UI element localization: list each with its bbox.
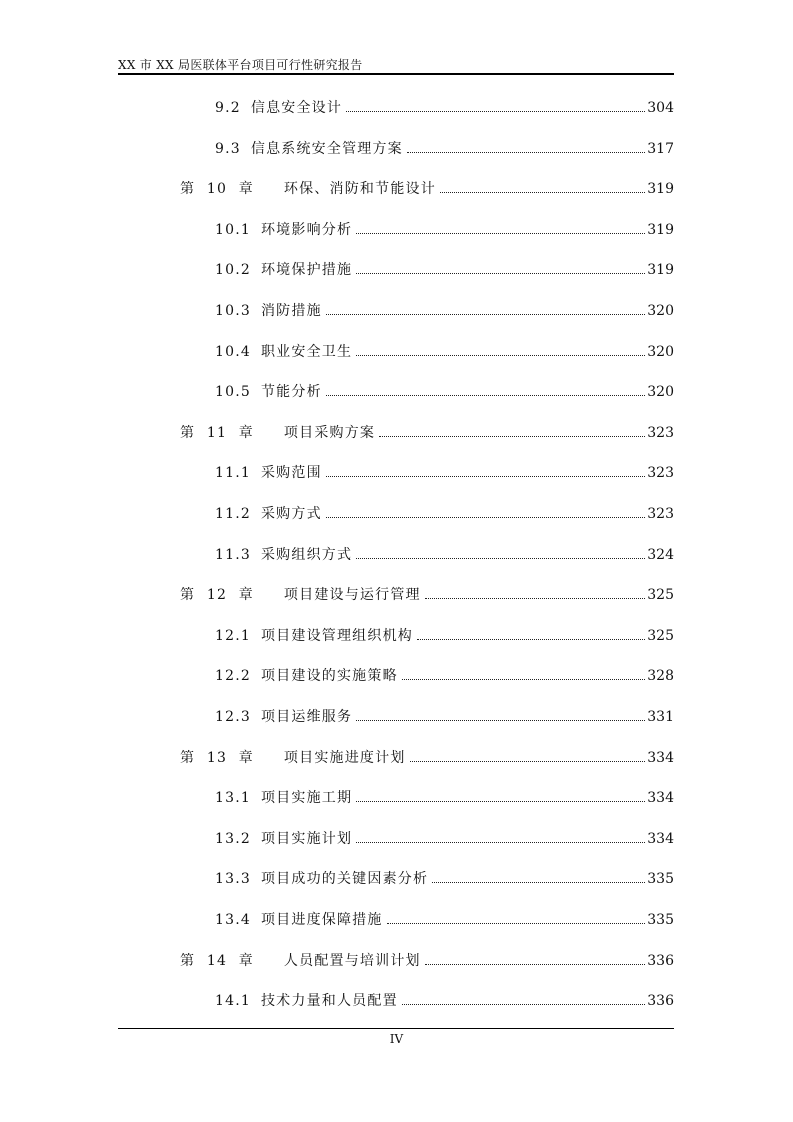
toc-entry-title: 项目采购方案 xyxy=(283,424,376,441)
dot-leader xyxy=(440,191,645,193)
toc-chapter-entry[interactable] xyxy=(180,179,674,199)
toc-entry-title: 节能分析 xyxy=(260,384,322,401)
toc-section-number: 10.4 xyxy=(215,343,251,360)
toc-section-entry[interactable] xyxy=(215,301,674,321)
page-number: IV xyxy=(389,1032,404,1046)
toc-section-number: 12.1 xyxy=(215,627,251,644)
toc-entry-title: 消防措施 xyxy=(260,303,322,319)
dot-leader xyxy=(326,516,645,518)
toc-page-number: 328 xyxy=(647,668,674,685)
toc-section-number: 10.5 xyxy=(215,384,251,401)
page-header: XX 市 XX 局医联体平台项目可行性研究报告 xyxy=(118,58,363,72)
toc-entry-title: 项目进度保障措施 xyxy=(260,912,383,928)
toc-section-entry[interactable] xyxy=(215,910,674,930)
dot-leader xyxy=(326,475,645,477)
toc-entry-title: 环境保护措施 xyxy=(260,262,353,279)
dot-leader xyxy=(356,354,645,356)
toc-page-number: 320 xyxy=(647,343,674,360)
toc-page-number: 336 xyxy=(647,993,674,1010)
toc-section-number: 13.3 xyxy=(215,871,251,888)
toc-page-number: 304 xyxy=(647,100,674,116)
toc-page-number: 324 xyxy=(647,546,674,563)
dot-leader xyxy=(326,394,645,396)
dot-leader xyxy=(356,719,645,721)
toc-section-entry[interactable] xyxy=(215,626,674,646)
toc-entry-title: 项目实施计划 xyxy=(260,830,353,847)
toc-entry-title: 项目建设管理组织机构 xyxy=(260,627,413,644)
toc-section-entry[interactable] xyxy=(215,463,674,483)
toc-section-entry[interactable] xyxy=(215,991,674,1011)
toc-page-number: 336 xyxy=(647,952,674,969)
toc-entry-title: 环境影响分析 xyxy=(260,221,353,238)
dot-leader xyxy=(410,760,646,762)
footer-rule xyxy=(118,1028,674,1029)
toc-section-number: 13.2 xyxy=(215,830,251,847)
toc-page-number: 317 xyxy=(647,140,674,157)
toc-page-number: 334 xyxy=(647,830,674,847)
dot-leader xyxy=(356,232,645,234)
toc-chapter-number: 第 13 章 xyxy=(180,749,254,766)
dot-leader xyxy=(402,1003,645,1005)
toc-page-number: 325 xyxy=(647,587,674,604)
toc-page-number: 335 xyxy=(647,871,674,888)
toc-entry-title: 采购组织方式 xyxy=(260,546,353,563)
toc-section-number: 11.2 xyxy=(215,506,251,522)
toc-page-number: 319 xyxy=(647,262,674,279)
dot-leader xyxy=(402,678,645,680)
toc-entry-title: 项目建设的实施策略 xyxy=(260,668,398,685)
toc-page-number: 325 xyxy=(647,627,674,644)
toc-section-entry[interactable] xyxy=(215,788,674,808)
toc-section-number: 13.4 xyxy=(215,912,251,928)
toc-page-number: 320 xyxy=(647,384,674,401)
toc-entry-title: 项目运维服务 xyxy=(260,709,353,725)
toc-section-number: 11.1 xyxy=(215,465,251,482)
toc-page-number: 331 xyxy=(647,709,674,725)
toc-entry-title: 环保、消防和节能设计 xyxy=(283,181,436,198)
toc-section-entry[interactable] xyxy=(215,829,674,849)
toc-page-number: 320 xyxy=(647,303,674,319)
toc-page-number: 319 xyxy=(647,181,674,198)
toc-chapter-number: 第 11 章 xyxy=(180,424,254,441)
toc-section-entry[interactable] xyxy=(215,260,674,280)
toc-chapter-entry[interactable] xyxy=(180,748,674,768)
dot-leader xyxy=(432,881,645,883)
toc-entry-title: 技术力量和人员配置 xyxy=(260,993,398,1010)
dot-leader xyxy=(425,963,646,965)
toc-entry-title: 项目建设与运行管理 xyxy=(283,587,421,604)
dot-leader xyxy=(356,557,645,559)
dot-leader xyxy=(417,638,645,640)
toc-chapter-number: 第 10 章 xyxy=(180,181,254,198)
toc-entry-title: 项目实施工期 xyxy=(260,790,353,807)
dot-leader xyxy=(356,272,645,274)
toc-chapter-entry[interactable] xyxy=(180,585,674,605)
toc-section-entry[interactable] xyxy=(215,869,674,889)
toc-section-number: 12.3 xyxy=(215,709,251,725)
toc-page-number: 335 xyxy=(647,912,674,928)
toc-section-number: 10.3 xyxy=(215,303,251,319)
toc-section-number: 11.3 xyxy=(215,546,251,563)
toc-section-entry[interactable] xyxy=(215,382,674,402)
toc-section-entry[interactable] xyxy=(215,504,674,524)
toc-entry-title: 项目成功的关键因素分析 xyxy=(260,871,429,888)
toc-section-number: 13.1 xyxy=(215,790,251,807)
toc-section-entry[interactable] xyxy=(215,98,674,118)
dot-leader xyxy=(407,151,645,153)
toc-page-number: 323 xyxy=(647,465,674,482)
toc-page-number: 334 xyxy=(647,749,674,766)
toc-section-entry[interactable] xyxy=(215,707,674,727)
toc-entry-title: 职业安全卫生 xyxy=(260,343,353,360)
toc-section-number: 9.3 xyxy=(215,140,241,157)
toc-chapter-number: 第 14 章 xyxy=(180,952,254,969)
toc-page-number: 323 xyxy=(647,506,674,522)
toc-entry-title: 项目实施进度计划 xyxy=(283,749,406,766)
toc-section-entry[interactable] xyxy=(215,139,674,159)
toc-entry-title: 采购方式 xyxy=(260,506,322,522)
toc-chapter-entry[interactable] xyxy=(180,423,674,443)
dot-leader xyxy=(379,435,645,437)
dot-leader xyxy=(356,800,645,802)
toc-entry-title: 信息安全设计 xyxy=(250,100,343,116)
toc-page-number: 319 xyxy=(647,221,674,238)
toc-section-number: 14.1 xyxy=(215,993,251,1010)
toc-entry-title: 信息系统安全管理方案 xyxy=(250,140,403,157)
toc-chapter-entry[interactable] xyxy=(180,951,674,971)
toc-page-number: 323 xyxy=(647,424,674,441)
toc-section-number: 9.2 xyxy=(215,100,241,116)
dot-leader xyxy=(346,110,645,112)
dot-leader xyxy=(326,313,645,315)
toc-section-number: 10.2 xyxy=(215,262,251,279)
toc-section-number: 10.1 xyxy=(215,221,251,238)
header-rule xyxy=(118,73,674,75)
toc-chapter-number: 第 12 章 xyxy=(180,587,254,604)
toc-section-entry[interactable] xyxy=(215,666,674,686)
dot-leader xyxy=(387,922,646,924)
dot-leader xyxy=(356,841,645,843)
toc-page-number: 334 xyxy=(647,790,674,807)
toc-entry-title: 采购范围 xyxy=(260,465,322,482)
toc-entry-title: 人员配置与培训计划 xyxy=(283,952,421,969)
toc-section-entry[interactable] xyxy=(215,342,674,362)
toc-section-entry[interactable] xyxy=(215,220,674,240)
toc-section-entry[interactable] xyxy=(215,545,674,565)
dot-leader xyxy=(425,597,646,599)
toc-section-number: 12.2 xyxy=(215,668,251,685)
